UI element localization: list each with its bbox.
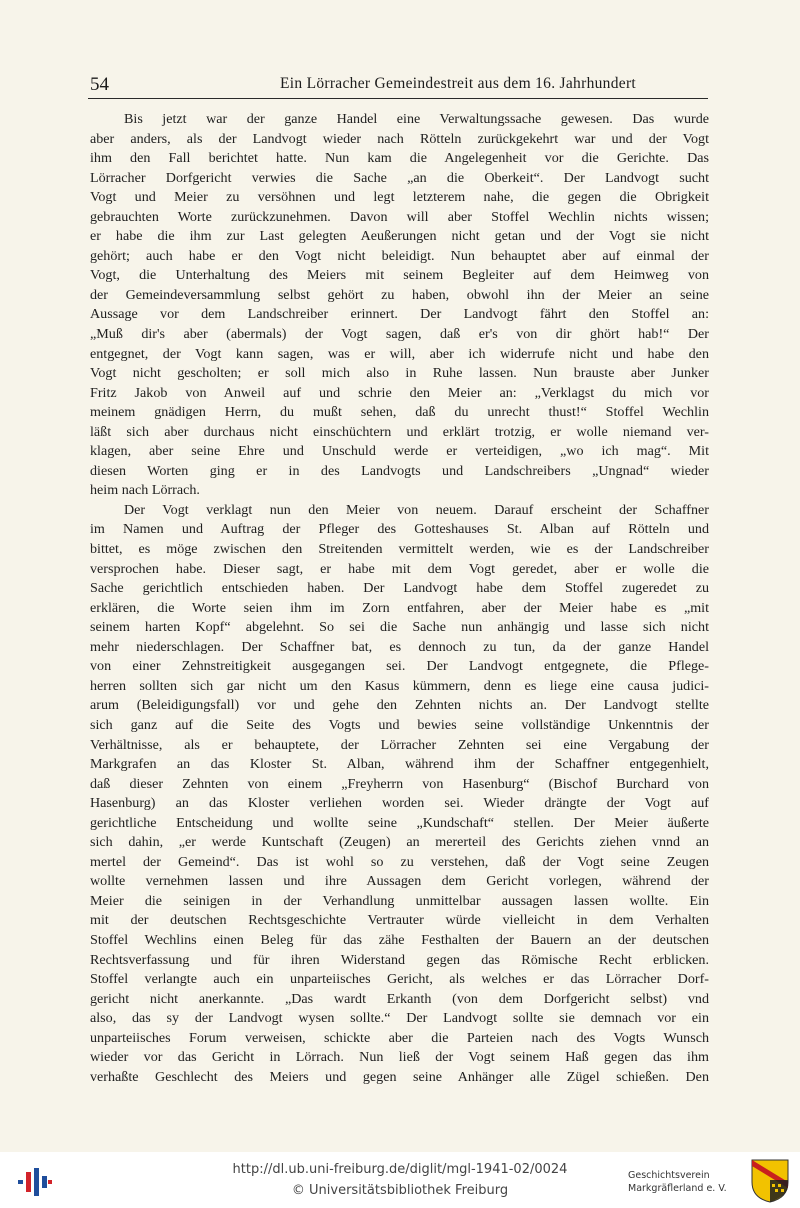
text-line: Hasenburg) an das Kloster verliehen worden sei. Wieder drängte der Vogt auf: [90, 795, 709, 812]
text-line: der Gemeindeversammlung selbst gehört zu haben, obwohl ihn der Meier an seine: [90, 286, 709, 303]
text-line: arum (Beleidigungsfall) vor und gehe den Zehnten nichts an. Der Landvogt stellte: [90, 697, 709, 714]
text-line: wieder vor das Gericht in Lörrach. Nun ließ der Vogt seinem Haß gegen das ihm: [90, 1049, 709, 1066]
text-line: Stoffel Wechlins einen Beleg für das zähe Festhalten der Bauern an der deutschen: [90, 931, 709, 948]
text-line: also, das sy der Landvogt wysen sollte.“ Der Landvogt sollte sie demnach vor ein: [90, 1010, 709, 1027]
text-line: im Namen und Auftrag der Pfleger des Gotteshauses St. Alban auf Rötteln und: [90, 521, 709, 538]
running-head: [88, 72, 708, 99]
text-line: Vogt, die Unterhaltung des Meiers mit seinem Begleiter auf dem Heimweg von: [90, 267, 709, 284]
text-line: Fritz Jakob von Anweil auf und schrie den Meier an: „Verklagst du mich vor: [90, 384, 709, 401]
text-line: bittet, es möge zwischen den Streitenden vermittelt werden, wie es der Landschreiber: [90, 541, 709, 558]
text-line: gerichtliche Entscheidung und wollte seine „Kundschaft“ stellen. Der Meier äußerte: [90, 814, 709, 831]
text-line: läßt sich aber durchaus nicht einschüchtern und erklärt trotzig, er wolle niemand ver-: [90, 423, 709, 440]
footer: [0, 1152, 800, 1208]
running-head-title: Ein Lörracher Gemeindestreit aus dem 16. Jahrhundert: [279, 75, 637, 92]
text-line: mehr niederschlagen. Der Schaffner bat, es dennoch zu tun, da der ganze Handel: [90, 638, 709, 655]
text-line: meinem gnädigen Herrn, du mußt sehen, daß du unrecht thust!“ Stoffel Wechlin: [90, 404, 709, 421]
text-line: gericht nicht anerkannte. „Das wardt Erkanth (von dem Dorfgericht selbst) vnd: [90, 990, 709, 1007]
text-line: Vogt nicht gescholten; er soll mich also in Ruhe lassen. Nun brauste aber Junker: [90, 365, 709, 382]
text-line: verhaßte Geschlecht des Meiers und gegen seine Anhänger alle Zügel schießen. Den: [90, 1068, 709, 1085]
society-name-line1: Geschichtsverein: [628, 1170, 710, 1181]
text-line: seinem harten Kopf“ abgelehnt. So sei die Sache nun anhängig und lasse sich nicht: [90, 619, 709, 636]
text-line: ihm den Fall berichtet hatte. Nun kam die Angelegenheit vor die Gerichte. Das: [90, 150, 709, 167]
text-line: sich ganz auf die Seite des Vogts und bewies seine vollständige Unkenntnis der: [90, 716, 709, 733]
page-number: 54: [90, 74, 109, 95]
text-line: Lörracher Dorfgericht verwies die Sache „an die Oberkeit“. Der Landvogt sucht: [90, 169, 709, 186]
text-line: Der Vogt verklagt nun den Meier von neuem. Darauf erscheint der Schaffner: [124, 501, 709, 518]
text-line: Verhältnisse, als er behauptete, der Lörracher Zehnten sei eine Vergabung der: [90, 736, 709, 753]
text-line: erklären, die Worte seien ihm im Zorn entfahren, aber der Meier habe es „mit: [90, 599, 709, 616]
text-line: Meier die seinigen in der Verhandlung unmittelbar aussagen lassen wollte. Ein: [90, 892, 709, 909]
society-crest-icon: [750, 1158, 790, 1204]
text-line: er habe die ihm zur Last gelegten Aeußerungen nicht getan und der Vogt sie nicht: [90, 228, 709, 245]
text-line: sich dahin, „er werde Kuntschaft (Zeugen) an mererteil des Gerichts ziehen vnnd an: [90, 834, 709, 851]
text-line: Aussage vor dem Landschreiber erinnert. Der Landvogt fährt den Stoffel an:: [90, 306, 709, 323]
ub-freiburg-logo-icon: [14, 1162, 54, 1202]
document-url-link[interactable]: http://dl.ub.uni-freiburg.de/diglit/mgl-1941-02/0024: [232, 1162, 568, 1177]
text-line: klagen, aber seine Ehre und Unschuld werde er verteidigen, „wo ich mag“. Mit: [90, 443, 709, 460]
society-name: [628, 1169, 748, 1195]
body-text: [90, 110, 709, 1087]
text-line: Stoffel verlangte auch ein unparteiisches Gericht, als welches er das Lörracher Dorf-: [90, 971, 709, 988]
text-line: versprochen habe. Dieser sagt, er habe mit dem Vogt geredet, aber er wolle die: [90, 560, 709, 577]
text-line: „Muß dir's aber (abermals) der Vogt sagen, daß er's von dir ghört hab!“ Der: [90, 326, 709, 343]
text-line: unparteiisches Forum verweisen, schickte aber die Parteien nach des Vogts Wunsch: [90, 1029, 709, 1046]
text-line: mit der deutschen Rechtsgeschichte Vertrauter würde vielleicht in dem Verhalten: [90, 912, 709, 929]
text-line: entgegnet, der Vogt kann sagen, was er will, aber ich widerrufe nicht und habe den: [90, 345, 709, 362]
text-line: gebrauchten Worte zurückzunehmen. Davon will aber Stoffel Wechlin nichts wissen;: [90, 208, 709, 225]
text-line: aber anders, als der Landvogt wieder nach Rötteln zurückgekehrt war und der Vogt: [90, 130, 709, 147]
text-line: heim nach Lörrach.: [90, 482, 200, 499]
text-line: herren sollten sich gar nicht um den Kasus kümmern, denn es liege eine causa judici-: [90, 677, 709, 694]
copyright-notice: © Universitätsbibliothek Freiburg: [291, 1183, 509, 1198]
text-line: von einer Zehnstreitigkeit ausgegangen sei. Der Landvogt entgegnete, die Pflege-: [90, 658, 709, 675]
text-line: wollte vernehmen lassen und ihre Aussagen dem Gericht vorlegen, während der: [90, 873, 709, 890]
text-line: gehört; auch habe er den Vogt nicht beleidigt. Nun behauptet aber auf einmal der: [90, 247, 709, 264]
text-line: Rechtsverfassung und für ihren Widerstand gegen das Römische Recht erblicken.: [90, 951, 709, 968]
text-line: daß dieser Zehnten von einem „Freyherrn von Hasenburg“ (Bischof Burchard von: [90, 775, 709, 792]
text-line: Vogt und Meier zu versöhnen und legt letzterem nahe, die gegen die Obrigkeit: [90, 189, 709, 206]
text-line: mertel der Gemeind“. Das ist wohl so zu verstehen, daß der Vogt seine Zeugen: [90, 853, 709, 870]
society-name-line2: Markgräflerland e. V.: [628, 1183, 727, 1194]
text-line: Bis jetzt war der ganze Handel eine Verwaltungssache gewesen. Das wurde: [124, 111, 709, 127]
text-line: Sache gerichtlich entschieden haben. Der Landvogt habe dem Stoffel zugeredet zu: [90, 580, 709, 597]
text-line: Markgrafen an das Kloster St. Alban, während ihm der Schaffner entgegenhielt,: [90, 756, 709, 773]
text-line: diesen Worten ging er in des Landvogts und Landschreibers „Ungnad“ wieder: [90, 462, 709, 479]
